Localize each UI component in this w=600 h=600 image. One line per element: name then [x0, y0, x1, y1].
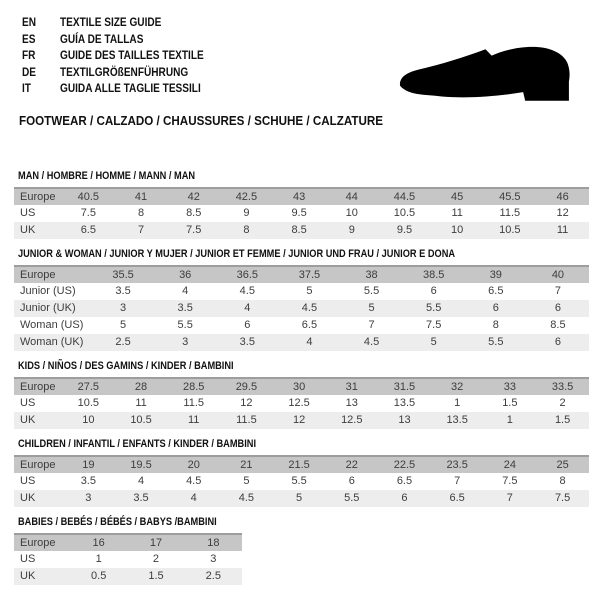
row-label: US: [20, 475, 36, 487]
size-value: 4.5: [186, 475, 202, 487]
size-value: 12.5: [341, 414, 363, 426]
size-value: 10.5: [499, 224, 521, 236]
size-value: 5.5: [488, 336, 504, 348]
size-value: 36.5: [236, 268, 259, 281]
size-value: 45: [451, 190, 464, 203]
size-value: 5: [368, 302, 375, 314]
size-value: 13: [345, 397, 358, 409]
size-value: 11: [135, 397, 147, 409]
size-value: 25: [556, 458, 569, 471]
row-label: US: [20, 553, 36, 565]
size-row: [14, 395, 589, 412]
size-row: [14, 334, 589, 351]
size-value: 6: [554, 336, 561, 348]
size-value: 33.5: [551, 380, 574, 393]
size-value: 8: [137, 207, 145, 219]
size-value: 5: [243, 475, 250, 487]
size-value: 10: [345, 207, 358, 219]
size-value: 45.5: [499, 190, 521, 203]
size-value: 46: [556, 190, 569, 203]
dress-shoe-icon: [396, 46, 574, 104]
size-value: 16: [92, 536, 105, 549]
size-value: 40.5: [77, 190, 100, 203]
size-value: 13: [398, 414, 411, 426]
size-table-babies: [14, 533, 242, 585]
size-row: [14, 456, 589, 473]
size-sections: [14, 170, 589, 585]
size-row: [14, 266, 589, 283]
size-value: 40: [551, 268, 565, 281]
size-value: 8: [492, 319, 499, 331]
size-value: 17: [149, 536, 163, 549]
size-value: 5: [120, 319, 127, 331]
size-value: 44: [345, 190, 358, 203]
size-value: 2.5: [205, 570, 221, 582]
language-code: EN: [22, 15, 37, 29]
section-man: [14, 170, 589, 239]
size-value: 6.5: [80, 224, 96, 236]
size-value: 13.5: [393, 397, 416, 409]
size-value: 38.5: [422, 268, 445, 281]
row-label: Europe: [20, 380, 56, 393]
section-kids: [14, 360, 589, 429]
size-value: 12: [556, 207, 569, 219]
size-value: 24: [503, 458, 516, 471]
size-table-man: [14, 187, 589, 239]
size-value: 6: [492, 302, 499, 314]
size-value: 38: [365, 268, 378, 281]
size-value: 37.5: [298, 268, 321, 281]
size-value: 6: [554, 302, 561, 314]
row-label: UK: [20, 224, 36, 236]
size-value: 10: [451, 224, 464, 236]
section-title: JUNIOR & WOMAN / JUNIOR Y MUJER / JUNIOR ET FEMME / JUNIOR UND FRAU / JUNIOR E DONA: [18, 247, 456, 260]
size-row: [14, 551, 242, 568]
size-value: 42: [187, 190, 200, 203]
size-value: 36: [179, 268, 192, 281]
size-value: 41: [134, 190, 148, 203]
size-value: 9: [348, 224, 355, 236]
size-value: 3.5: [177, 302, 193, 314]
size-value: 31.5: [393, 380, 416, 393]
size-value: 8: [559, 475, 566, 487]
size-row: [14, 473, 589, 490]
size-value: 21.5: [288, 458, 310, 471]
size-value: 42.5: [235, 190, 258, 203]
size-value: 5: [296, 492, 303, 504]
size-value: 9.5: [291, 207, 307, 219]
size-value: 7.5: [426, 319, 442, 331]
row-label: Europe: [20, 268, 56, 281]
size-value: 1.5: [554, 414, 571, 426]
size-value: 6.5: [396, 475, 413, 487]
section-title: MAN / HOMBRE / HOMME / MANN / MAN: [18, 169, 196, 182]
language-code: IT: [22, 81, 31, 95]
size-value: 3: [210, 553, 217, 565]
size-table-junior-woman: [14, 265, 589, 351]
size-value: 5: [430, 336, 437, 348]
size-row: [14, 317, 589, 334]
size-value: 7.5: [502, 475, 518, 487]
size-value: 4.5: [363, 336, 380, 348]
size-value: 3.5: [80, 475, 96, 487]
size-value: 19: [82, 458, 95, 471]
section-junior-woman: [14, 248, 589, 351]
size-value: 5: [306, 285, 313, 297]
size-value: 13.5: [446, 414, 468, 426]
section-title: KIDS / NIÑOS / DES GAMINS / KINDER / BAMBINI: [18, 359, 234, 372]
row-label: Europe: [20, 190, 56, 203]
size-row: [14, 568, 242, 585]
size-value: 33: [503, 380, 516, 393]
size-value: 22: [345, 458, 358, 471]
size-value: 11.5: [499, 207, 521, 219]
language-title: TEXTILGRÖßENFÜHRUNG: [60, 64, 189, 79]
size-value: 4.5: [238, 492, 255, 504]
size-value: 1: [506, 414, 513, 426]
size-value: 12: [240, 397, 253, 409]
size-value: 7.5: [80, 207, 96, 219]
size-value: 19.5: [130, 458, 152, 471]
row-label: Junior (US): [20, 285, 76, 297]
size-row: [14, 188, 589, 205]
row-label: UK: [20, 492, 36, 504]
size-row: [14, 283, 589, 300]
size-value: 7.5: [186, 224, 202, 236]
language-title: TEXTILE SIZE GUIDE: [60, 15, 162, 29]
size-value: 21: [240, 458, 253, 471]
size-value: 3.5: [239, 336, 255, 348]
language-title: GUÍA DE TALLAS: [60, 31, 144, 46]
size-value: 12.5: [288, 397, 310, 409]
size-value: 8: [243, 224, 250, 236]
size-value: 35.5: [112, 268, 134, 281]
size-value: 4: [244, 302, 251, 314]
size-value: 2: [152, 553, 160, 565]
size-table-kids: [14, 377, 589, 429]
size-row: [14, 222, 589, 239]
size-value: 11.5: [183, 397, 205, 409]
size-value: 3.5: [115, 285, 131, 297]
size-value: 10.5: [130, 414, 152, 426]
size-value: 11: [451, 207, 463, 219]
size-value: 2.5: [115, 336, 131, 348]
size-value: 9.5: [396, 224, 413, 236]
size-value: 27.5: [77, 380, 100, 393]
size-value: 4.5: [239, 285, 255, 297]
size-value: 1.5: [502, 397, 518, 409]
size-value: 4.5: [301, 302, 318, 314]
language-code: FR: [22, 48, 36, 62]
size-value: 10.5: [393, 207, 416, 219]
size-value: 30: [292, 380, 306, 393]
size-value: 8.5: [291, 224, 307, 236]
section-children: [14, 438, 589, 507]
size-value: 22.5: [393, 458, 416, 471]
size-value: 6: [430, 285, 437, 297]
language-title: GUIDA ALLE TAGLIE TESSILI: [60, 81, 201, 95]
row-label: Woman (UK): [20, 336, 84, 348]
size-value: 6: [348, 475, 355, 487]
row-label: Europe: [20, 458, 56, 471]
section-title: CHILDREN / INFANTIL / ENFANTS / KINDER / BAMBINI: [18, 437, 257, 450]
size-value: 7: [368, 319, 375, 331]
size-value: 5.5: [363, 285, 380, 297]
size-value: 8.5: [550, 319, 566, 331]
size-value: 23.5: [446, 458, 468, 471]
size-value: 5.5: [426, 302, 442, 314]
size-value: 1: [454, 397, 461, 409]
size-value: 5.5: [177, 319, 193, 331]
size-value: 1: [95, 553, 102, 565]
size-value: 20: [187, 458, 200, 471]
size-value: 3: [182, 336, 189, 348]
row-label: US: [20, 397, 36, 409]
size-value: 10.5: [77, 397, 100, 409]
size-value: 10: [82, 414, 95, 426]
size-value: 12: [292, 414, 306, 426]
size-value: 18: [207, 536, 220, 549]
language-row-es: [22, 31, 600, 48]
size-value: 3: [120, 302, 127, 314]
size-value: 7: [454, 475, 461, 487]
size-value: 9: [243, 207, 250, 219]
size-value: 1.5: [148, 570, 164, 582]
size-value: 8.5: [186, 207, 202, 219]
row-label: Junior (UK): [20, 302, 76, 314]
size-value: 4: [182, 285, 189, 297]
size-value: 4: [306, 336, 313, 348]
size-value: 2: [559, 397, 566, 409]
size-row: [14, 205, 589, 222]
row-label: Europe: [20, 536, 56, 549]
row-label: UK: [20, 414, 36, 426]
size-value: 7.5: [554, 492, 571, 504]
category-title: FOOTWEAR / CALZADO / CHAUSSURES / SCHUHE / CALZATURE: [19, 113, 384, 128]
size-row: [14, 300, 589, 317]
size-value: 39: [489, 268, 502, 281]
size-value: 7: [506, 492, 513, 504]
size-value: 4: [137, 475, 145, 487]
size-value: 4: [190, 492, 197, 504]
size-value: 6.5: [301, 319, 318, 331]
size-value: 43: [292, 190, 306, 203]
language-code: ES: [22, 31, 36, 46]
size-value: 28: [134, 380, 148, 393]
size-value: 3.5: [133, 492, 149, 504]
size-table-children: [14, 455, 589, 507]
size-value: 6: [401, 492, 408, 504]
size-value: 7: [554, 285, 561, 297]
size-value: 5.5: [344, 492, 360, 504]
size-value: 11: [556, 224, 569, 236]
size-value: 11: [188, 414, 200, 426]
row-label: Woman (US): [20, 319, 84, 331]
language-code: DE: [22, 64, 37, 79]
size-value: 32: [451, 380, 464, 393]
size-row: [14, 534, 242, 551]
section-babies: [14, 516, 589, 585]
size-value: 6.5: [488, 285, 504, 297]
size-value: 7: [137, 224, 145, 236]
size-value: 29.5: [235, 380, 258, 393]
size-row: [14, 412, 589, 429]
section-title: BABIES / BEBÉS / BÉBÉS / BABYS /BAMBINI: [18, 515, 217, 528]
size-value: 11.5: [236, 414, 257, 426]
language-title: GUIDE DES TAILLES TEXTILE: [60, 48, 204, 62]
row-label: US: [20, 207, 36, 219]
size-value: 6.5: [449, 492, 465, 504]
size-value: 31: [345, 380, 358, 393]
size-value: 3: [85, 492, 92, 504]
size-value: 44.5: [393, 190, 416, 203]
size-value: 5.5: [291, 475, 307, 487]
language-row-en: [22, 14, 600, 31]
size-row: [14, 378, 589, 395]
size-row: [14, 490, 589, 507]
size-value: 28.5: [183, 380, 205, 393]
size-value: 0.5: [91, 570, 107, 582]
row-label: UK: [20, 570, 36, 582]
size-value: 6: [244, 319, 251, 331]
